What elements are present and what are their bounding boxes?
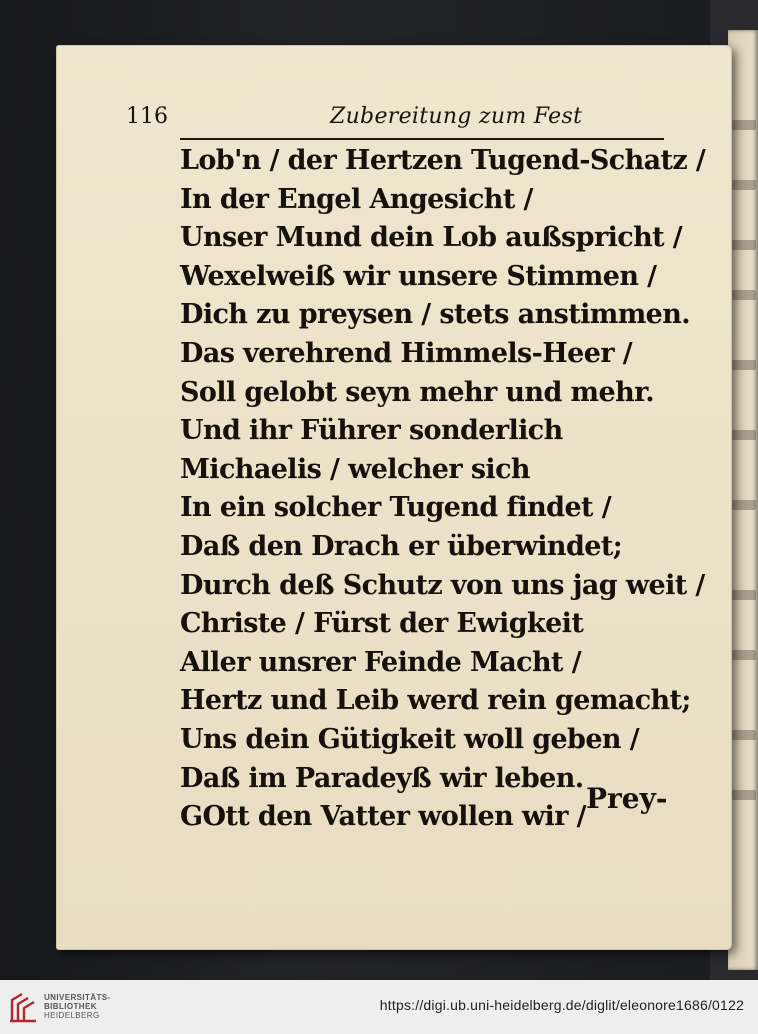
- verse-line: Soll gelobt seyn mehr und mehr.: [180, 376, 655, 408]
- header-rule: [180, 138, 664, 140]
- running-head: Zubereitung zum Fest: [330, 104, 583, 129]
- verse-line: Das verehrend Himmels-Heer /: [180, 337, 633, 369]
- library-name: [44, 993, 111, 1020]
- page-number: 116: [126, 104, 168, 129]
- verse-line: Durch deß Schutz von uns jag weit /: [180, 569, 705, 601]
- library-logo-icon[interactable]: [8, 990, 38, 1024]
- verse-line: Christe / Fürst der Ewigkeit: [180, 608, 584, 640]
- verse-line: Unser Mund dein Lob außspricht /: [180, 222, 683, 254]
- verse-line: Uns dein Gütigkeit woll geben /: [180, 723, 640, 755]
- catchword: Prey-: [586, 782, 668, 815]
- page-url-link[interactable]: https://digi.ub.uni-heidelberg.de/diglit/eleonore1686/0122: [379, 997, 744, 1013]
- verse-line: Wexelweiß wir unsere Stimmen /: [180, 260, 657, 292]
- library-name-line: HEIDELBERG: [44, 1011, 100, 1020]
- verse-line: GOtt den Vatter wollen wir /: [180, 801, 586, 833]
- verse-line: Aller unsrer Feinde Macht /: [180, 646, 581, 678]
- library-name-line: UNIVERSITÄTS-: [44, 993, 111, 1002]
- verse-line: Michaelis / welcher sich: [180, 453, 530, 485]
- verse-line: Daß im Paradeyß wir leben.: [180, 762, 584, 794]
- verse-line: In der Engel Angesicht /: [180, 183, 533, 215]
- library-name-line: BIBLIOTHEK: [44, 1002, 97, 1011]
- verse-line: Daß den Drach er überwindet;: [180, 530, 623, 562]
- verse-line: Dich zu preysen / stets anstimmen.: [180, 299, 691, 331]
- verse-line: In ein solcher Tugend findet /: [180, 492, 611, 524]
- verse-line: Und ihr Führer sonderlich: [180, 415, 563, 447]
- facing-page-edge: [728, 30, 758, 970]
- hymn-text: [180, 142, 706, 837]
- verse-line: Hertz und Leib werd rein gemacht;: [180, 685, 691, 717]
- verse-line: Lob'n / der Hertzen Tugend-Schatz /: [180, 145, 706, 176]
